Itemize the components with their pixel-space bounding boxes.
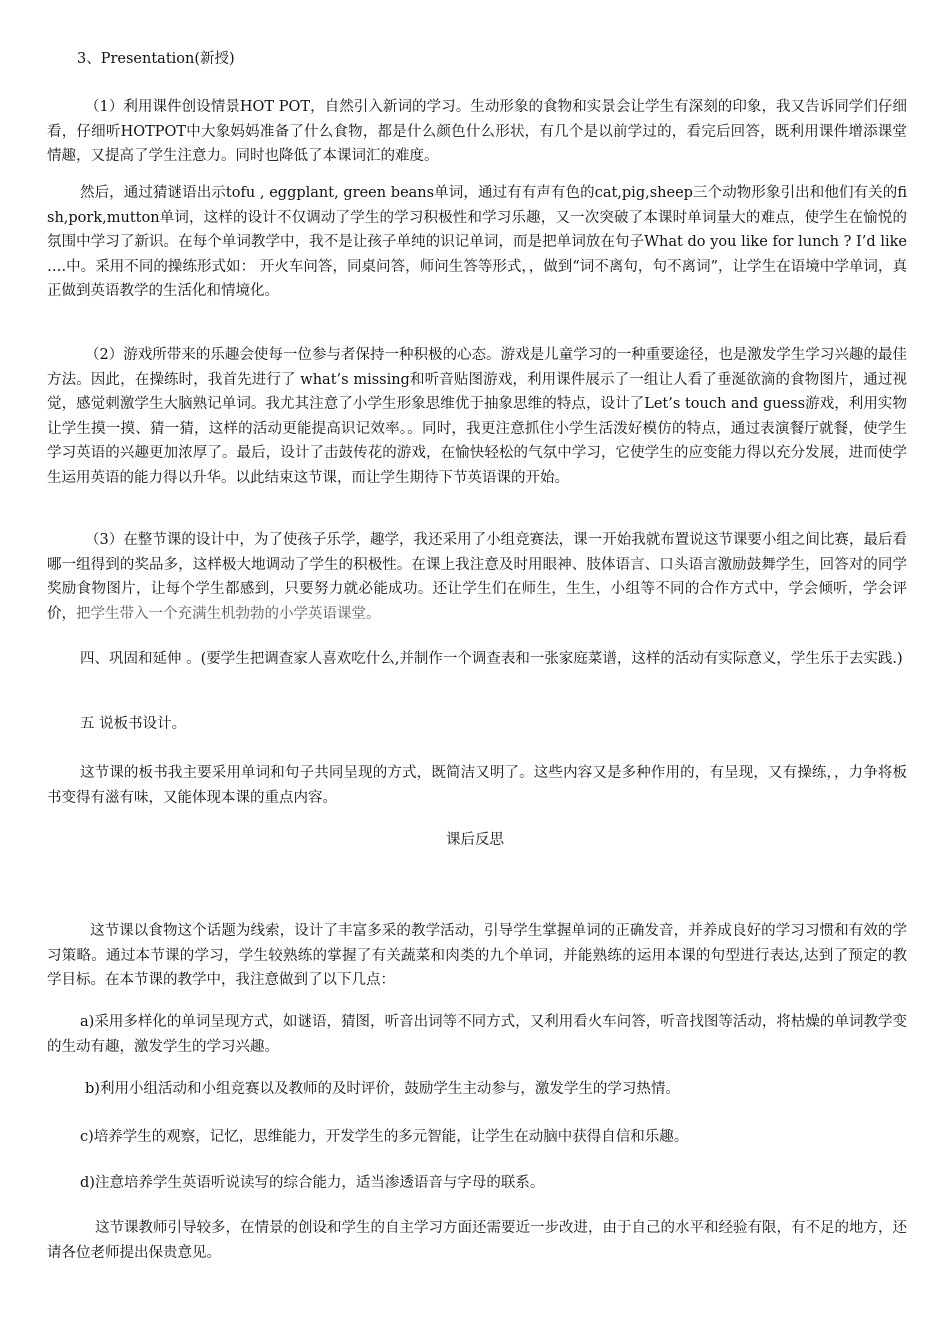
reflection-point-d: d)注意培养学生英语听说读写的综合能力，适当渗透语音与字母的联系。 (80, 1175, 545, 1191)
reflection-title: 课后反思 (446, 832, 504, 848)
paragraph-board-design-heading: 五 说板书设计。 (80, 716, 187, 732)
reflection-point-a: a)采用多样化的单词呈现方式，如谜语，猜图，听音出词等不同方式，又利用看火车问答，听音找图等活动，将枯燥的单词教学变的生动有趣，激发学生的学习兴趣。 (47, 1014, 907, 1055)
paragraph-presentation-1: （1）利用课件创设情景HOT POT，自然引入新词的学习。生动形象的食物和实景会让学生有深刻的印象，我又告诉同学们仔细看，仔细听HOTPOT中大象妈妈准备了什么食物，都是什么颜色什么形状，有几个是以前学过的，看完后回答，既利用课件增添课堂情趣，又提高了学生注意力。同时也降低了本课词汇的难度。 (47, 99, 907, 164)
paragraph-presentation-2: 然后，通过猜谜语出示tofu , eggplant, green beans单词，通过有有声有色的cat,pig,sheep三个动物形象引出和他们有关的fish,pork,mutton单词，这样的设计不仅调动了学生的学习积极性和学习乐趣，又一次突破了本课时单词量大的难点，使学生在愉悦的氛围中学习了新识。在每个单词教学中，我不是让孩子单纯的识记单词，而是把单词放在句子What do you like for lunch ? I’d like ….中。采用不同的操练形式如： 开火车问答，同桌问答，师问生答等形式，，做到“词不离句，句不离词”，让学生在语境中学单词，真正做到英语教学的生活化和情境化。 (47, 185, 907, 299)
reflection-point-c: c)培养学生的观察，记忆，思维能力，开发学生的多元智能，让学生在动脑中获得自信和乐趣。 (80, 1129, 689, 1145)
paragraph-reflection-intro: 这节课以食物这个话题为线索，设计了丰富多采的教学活动，引导学生掌握单词的正确发音，并养成良好的学习习惯和有效的学习策略。通过本节课的学习，学生较熟练的掌握了有关蔬菜和肉类的九个单词，并能熟练的运用本课的句型进行表达,达到了预定的教学目标。在本节课的教学中，我注意做到了以下几点： (47, 923, 907, 988)
paragraph-group-competition-text: （3）在整节课的设计中，为了使孩子乐学，趣学，我还采用了小组竞赛法，课一开始我就布置说这节课要小组之间比赛，最后看哪一组得到的奖品多，这样极大地调动了学生的积极性。在课上我注意及时用眼神、肢体语言、口头语言激励鼓舞学生，回答对的同学奖励食物图片，让每个学生都感到，只要努力就必能成功。还让学生们在师生，生生，小组等不同的合作方式中，学会倾听，学会评价， (47, 532, 907, 622)
paragraph-group-competition-ending: 把学生带入一个充满生机勃勃的小学英语课堂。 (76, 605, 381, 622)
paragraph-consolidation: 四、巩固和延伸 。(要学生把调查家人喜欢吃什么,并制作一个调查表和一张家庭菜谱，这样的活动有实际意义，学生乐于去实践.) (80, 651, 903, 667)
paragraph-group-competition (47, 528, 907, 626)
reflection-point-b: b)利用小组活动和小组竞赛以及教师的及时评价，鼓励学生主动参与，激发学生的学习热情。 (85, 1081, 680, 1097)
paragraph-board-design: 这节课的板书我主要采用单词和句子共同呈现的方式，既简洁又明了。这些内容又是多种作用的，有呈现，又有操练，，力争将板书变得有滋有味，又能体现本课的重点内容。 (47, 765, 907, 806)
paragraph-games: （2）游戏所带来的乐趣会使每一位参与者保持一种积极的心态。游戏是儿童学习的一种重要途径，也是激发学生学习兴趣的最佳方法。因此，在操练时，我首先进行了 what’s missing和听音贴图游戏，利用课件展示了一组让人看了垂涎欲滴的食物图片，通过视觉，感觉刺激学生大脑熟记单词。我尤其注意了小学生形象思维优于抽象思维的特点，设计了Let’s touch and guess游戏，利用实物让学生摸一摸、猜一猜，这样的活动更能提高识记效率。。同时，我更注意抓住小学生活泼好模仿的特点，通过表演餐厅就餐，使学生学习英语的兴趣更加浓厚了。最后，设计了击鼓传花的游戏，在愉快轻松的气氛中学习，它使学生的应变能力得以充分发展，进而使学生运用英语的能力得以升华。以此结束这节课，而让学生期待下节英语课的开始。 (47, 347, 907, 486)
section-heading: 3、Presentation(新授) (77, 51, 235, 67)
paragraph-reflection-closing: 这节课教师引导较多，在情景的创设和学生的自主学习方面还需要近一步改进，由于自己的水平和经验有限，有不足的地方，还请各位老师提出保贵意见。 (47, 1220, 907, 1261)
